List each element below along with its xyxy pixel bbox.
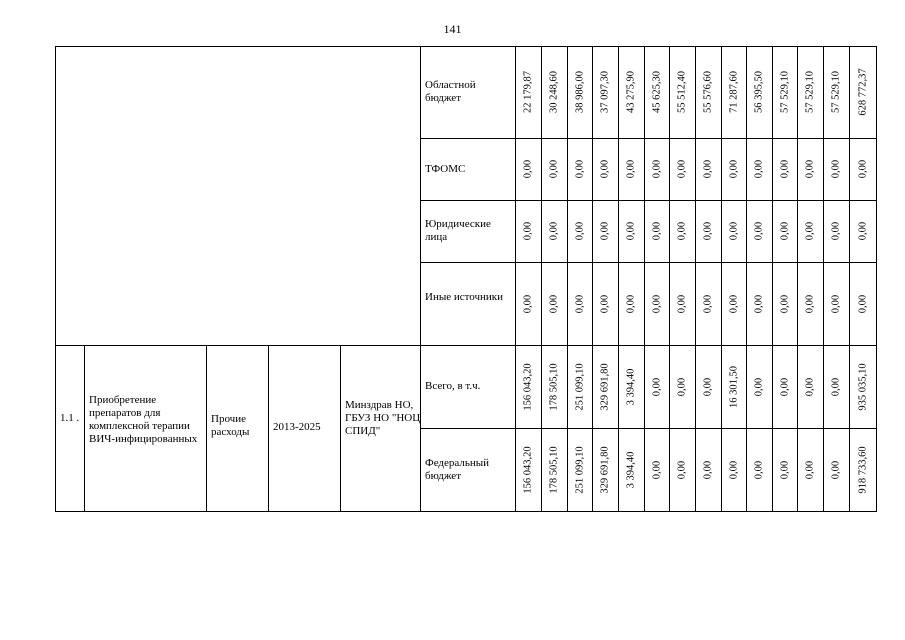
table-border-bottom	[55, 511, 877, 512]
value-cell: 0,00	[753, 159, 765, 179]
column-divider	[695, 46, 696, 512]
executor: Минздрав НО, ГБУЗ НО "НОЦ СПИД"	[345, 399, 421, 437]
value-cell: 0,00	[522, 159, 534, 179]
item-number: 1.1 .	[60, 412, 80, 424]
value-cell: 935 035,10	[857, 362, 868, 411]
value-cell: 38 986,00	[574, 71, 585, 113]
funding-source-label: Всего, в т.ч.	[425, 380, 481, 392]
value-cell: 0,00	[651, 377, 662, 396]
value-cell: 178 505,10	[548, 362, 560, 411]
value-cell: 0,00	[702, 294, 714, 313]
value-cell: 329 691,80	[599, 362, 611, 411]
value-cell: 0,00	[753, 377, 765, 396]
item-column-divider	[268, 345, 269, 512]
value-cell: 0,00	[651, 159, 662, 179]
value-cell: 0,00	[779, 294, 790, 313]
value-cell: 0,00	[548, 294, 560, 313]
value-cell: 0,00	[728, 460, 739, 479]
value-cell: 0,00	[804, 460, 816, 479]
value-cell: 0,00	[548, 221, 560, 241]
value-cell: 0,00	[830, 460, 842, 479]
value-cell: 30 248,60	[548, 71, 560, 113]
value-cell: 0,00	[574, 159, 585, 179]
value-cell: 43 275,90	[625, 71, 637, 113]
value-cell: 0,00	[753, 294, 765, 313]
column-divider	[515, 46, 516, 512]
table-border-left	[55, 46, 56, 512]
value-cell: 0,00	[804, 159, 816, 179]
value-cell: 0,00	[651, 221, 662, 241]
value-cell: 0,00	[651, 460, 662, 479]
value-cell: 0,00	[599, 294, 611, 313]
value-cell: 56 395,50	[753, 71, 765, 113]
value-cell: 0,00	[625, 159, 637, 179]
value-cell: 0,00	[804, 221, 816, 241]
value-cell: 0,00	[728, 221, 739, 241]
table-border-right	[876, 46, 877, 512]
table-border-top	[55, 46, 877, 47]
value-cell: 0,00	[857, 159, 868, 179]
column-divider	[618, 46, 619, 512]
column-divider	[567, 46, 568, 512]
value-cell: 3 394,40	[625, 451, 637, 488]
column-divider	[746, 46, 747, 512]
value-cell: 0,00	[830, 294, 842, 313]
row-divider	[420, 200, 877, 201]
funding-source-label: ТФОМС	[425, 162, 466, 175]
row-divider	[420, 262, 877, 263]
period: 2013-2025	[273, 421, 321, 433]
value-cell: 0,00	[651, 294, 662, 313]
value-cell: 0,00	[676, 294, 688, 313]
value-cell: 57 529,10	[804, 71, 816, 113]
value-cell: 55 512,40	[676, 71, 688, 113]
value-cell: 0,00	[522, 221, 534, 241]
value-cell: 0,00	[574, 294, 585, 313]
column-divider	[420, 46, 421, 512]
column-divider	[797, 46, 798, 512]
value-cell: 57 529,10	[779, 71, 790, 113]
funding-source-label: Федеральный бюджет	[425, 456, 490, 482]
value-cell: 16 301,50	[728, 365, 739, 408]
value-cell: 0,00	[702, 159, 714, 179]
value-cell: 0,00	[753, 460, 765, 479]
value-cell: 0,00	[574, 221, 585, 241]
value-cell: 0,00	[779, 159, 790, 179]
value-cell: 918 733,60	[857, 445, 868, 494]
value-cell: 628 772,37	[857, 68, 868, 116]
value-cell: 45 625,30	[651, 71, 662, 113]
item-name: Приобретение препаратов для комплексной терапии ВИЧ-инфицированных	[89, 394, 198, 445]
value-cell: 0,00	[676, 221, 688, 241]
value-cell: 0,00	[676, 460, 688, 479]
value-cell: 0,00	[779, 221, 790, 241]
column-divider	[772, 46, 773, 512]
value-cell: 156 043,20	[522, 445, 534, 494]
value-cell: 37 097,30	[599, 71, 611, 113]
value-cell: 178 505,10	[548, 445, 560, 494]
value-cell: 0,00	[779, 377, 790, 396]
item-column-divider	[84, 345, 85, 512]
value-cell: 0,00	[830, 159, 842, 179]
value-cell: 0,00	[625, 294, 637, 313]
value-cell: 0,00	[753, 221, 765, 241]
value-cell: 0,00	[804, 294, 816, 313]
value-cell: 0,00	[676, 377, 688, 396]
value-cell: 0,00	[702, 377, 714, 396]
value-cell: 0,00	[676, 159, 688, 179]
column-divider	[644, 46, 645, 512]
value-cell: 0,00	[779, 460, 790, 479]
value-cell: 0,00	[599, 159, 611, 179]
funding-source-label: Иные источники	[425, 290, 504, 303]
funding-source-label: Юридические лица	[425, 218, 491, 243]
row-divider	[420, 138, 877, 139]
value-cell: 251 099,10	[574, 362, 585, 411]
value-cell: 0,00	[830, 221, 842, 241]
item-column-divider	[206, 345, 207, 512]
value-cell: 71 287,60	[728, 71, 739, 113]
row-divider	[420, 428, 877, 429]
column-divider	[669, 46, 670, 512]
value-cell: 0,00	[857, 294, 868, 313]
column-divider	[823, 46, 824, 512]
funding-source-label: Областной бюджет	[425, 79, 476, 104]
value-cell: 329 691,80	[599, 445, 611, 494]
value-cell: 0,00	[702, 460, 714, 479]
value-cell: 156 043,20	[522, 362, 534, 411]
value-cell: 0,00	[857, 221, 868, 241]
value-cell: 0,00	[702, 221, 714, 241]
value-cell: 57 529,10	[830, 71, 842, 113]
column-divider	[592, 46, 593, 512]
expense-type: Прочие расходы	[211, 413, 250, 438]
value-cell: 0,00	[522, 294, 534, 313]
value-cell: 0,00	[804, 377, 816, 396]
value-cell: 0,00	[625, 221, 637, 241]
column-divider	[849, 46, 850, 512]
value-cell: 0,00	[599, 221, 611, 241]
value-cell: 22 179,87	[522, 71, 534, 113]
value-cell: 0,00	[728, 159, 739, 179]
value-cell: 55 576,60	[702, 71, 714, 113]
column-divider	[541, 46, 542, 512]
value-cell: 0,00	[830, 377, 842, 396]
page-number: 141	[443, 22, 462, 36]
value-cell: 251 099,10	[574, 445, 585, 494]
value-cell: 3 394,40	[625, 368, 637, 405]
value-cell: 0,00	[728, 294, 739, 313]
value-cell: 0,00	[548, 159, 560, 179]
row-divider	[55, 345, 877, 346]
column-divider	[721, 46, 722, 512]
